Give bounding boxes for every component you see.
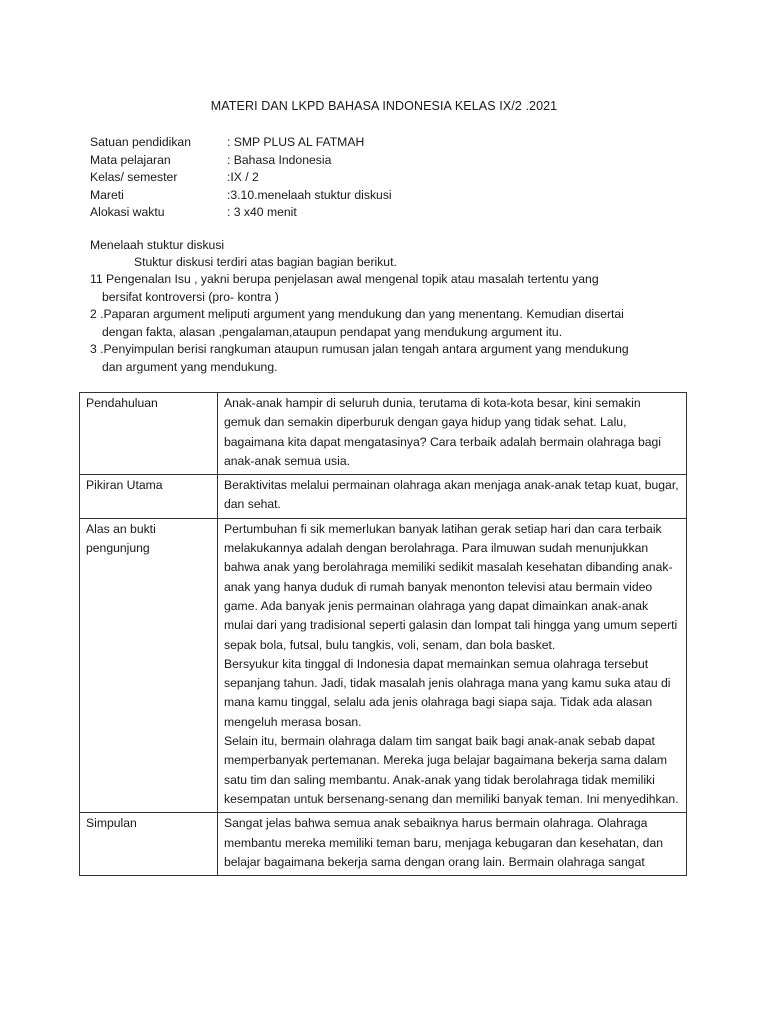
document-title: MATERI DAN LKPD BAHASA INDONESIA KELAS IX/2 .2021 [210,99,558,113]
paragraph: Sangat jelas bahwa semua anak sebaiknya harus bermain olahraga. Olahraga membantu mereka memiliki teman baru, menjaga kebugaran dan kesehatan, dan belajar bagaimana bekerja sama dengan orang lain. Bermain olahraga sangat [224,816,663,869]
table-row [80,518,687,812]
info-row-kelas [90,169,392,187]
discussion-structure-table [79,392,687,876]
info-value: :3.10.menelaah stuktur diskusi [227,187,392,202]
point-item [90,341,680,376]
paragraph: Pertumbuhan fi sik memerlukan banyak latihan gerak setiap hari dan cara terbaik melakukannya adalah dengan berolahraga. Para ilmuwan sudah menunjukkan bahwa anak yang berolahraga memiliki sedikit masalah kesehatan dibanding anak-anak yang hanya duduk di rumah banyak menonton televisi atau bermain video game. Ada banyak jenis permainan olahraga yang dapat dimainkan anak-anak mulai dari yang tradisional seperti galasin dan lompat tali hingga yang umum seperti sepak bola, futsal, bulu tangkis, voli, senam, dan bola basket. [224,521,678,652]
point-line: 3 .Penyimpulan berisi rangkuman ataupun rumusan jalan tengah antara argument yang mendukung [90,342,629,356]
info-row-satuan [90,134,392,152]
point-line-continued: dengan fakta, alasan ,pengalaman,ataupun pendapat yang mendukung argument itu. [102,324,563,339]
section-title: Menelaah stuktur diskusi [90,238,225,252]
section-subtitle: Stuktur diskusi terdiri atas bagian bagian berikut. [134,255,397,269]
table-content-cell [218,813,687,876]
paragraph: Beraktivitas melalui permainan olahraga akan menjaga anak-anak tetap kuat, bugar, dan sehat. [224,478,679,512]
table-row [80,475,687,519]
info-value: : 3 x40 menit [227,205,297,219]
info-label: Kelas/ semester [90,170,178,184]
table-label-cell: Alas an bukti pengunjung [80,518,218,812]
info-value: :IX / 2 [227,170,259,184]
table-row [80,393,687,475]
info-value: : Bahasa Indonesia [227,152,332,167]
info-label: Satuan pendidikan [90,135,191,149]
structure-points [90,271,680,376]
info-label: Mata pelajaran [90,152,171,167]
table-label-cell: Pendahuluan [80,393,218,475]
document-info [90,134,392,222]
table-content-cell [218,518,687,812]
point-line: 11 Pengenalan Isu , yakni berupa penjelasan awal mengenal topik atau masalah tertentu yang [90,272,599,286]
paragraph: Bersyukur kita tinggal di Indonesia dapat memainkan semua olahraga tersebut sepanjang tahun. Jadi, tidak masalah jenis olahraga mana yang kamu suka atau di mana kamu tinggal, selalu ada jenis olahraga bagi siapa saja. Tidak ada alasan mengeluh merasa bosan. [224,656,671,729]
paragraph: Anak-anak hampir di seluruh dunia, terutama di kota-kota besar, kini semakin gemuk dan semakin diperburuk dengan gaya hidup yang tidak sehat. Lalu, bagaimana kita dapat mengatasinya? Cara terbaik adalah bermain olahraga bagi anak-anak semua usia. [224,396,662,468]
table-content-cell [218,393,687,475]
point-line-continued: bersifat kontroversi (pro- kontra ) [102,289,279,304]
table-row [80,813,687,876]
point-item [90,271,680,306]
point-line: 2 .Paparan argument meliputi argument yang mendukung dan yang menentang. Kemudian disertai [90,307,624,321]
table-content-cell [218,475,687,519]
info-label: Mareti [90,187,124,202]
info-row-mapel [90,152,392,170]
info-row-materi [90,187,392,205]
point-line-continued: dan argument yang mendukung. [102,359,278,374]
table-label-cell: Simpulan [80,813,218,876]
point-item [90,306,680,341]
paragraph: Selain itu, bermain olahraga dalam tim sangat baik bagi anak-anak sebab dapat memperbanyak pertemanan. Mereka juga belajar bagaimana bekerja sama dalam satu tim dan saling membantu. Anak-anak yang tidak berolahraga tidak memiliki kesempatan untuk bersenang-senang dan memiliki banyak teman. Ini menyedihkan. [224,734,679,806]
info-value: : SMP PLUS AL FATMAH [227,135,365,149]
info-row-alokasi [90,204,392,222]
info-label: Alokasi waktu [90,205,165,219]
table-label-cell: Pikiran Utama [80,475,218,519]
